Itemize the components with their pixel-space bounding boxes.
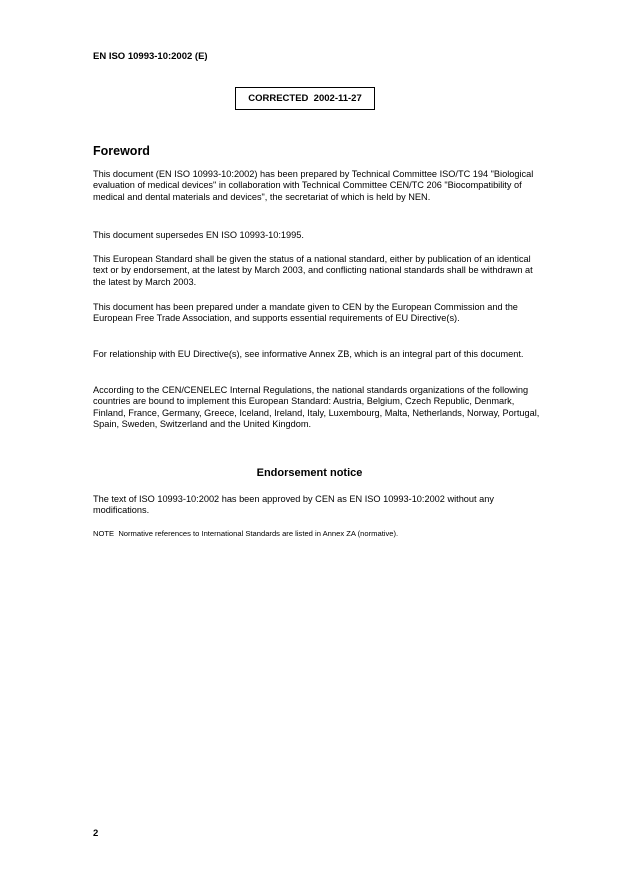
endorsement-heading: Endorsement notice [256,467,363,479]
foreword-heading: Foreword [93,144,150,158]
corrected-stamp [235,87,375,110]
foreword-paragraph-5: For relationship with EU Directive(s), see informative Annex ZB, which is an integral part of this document. [93,349,524,359]
endorsement-text: The text of ISO 10993-10:2002 has been approved by CEN as EN ISO 10993-10:2002 without any modifications. [93,494,494,516]
foreword-paragraph-3: This European Standard shall be given the status of a national standard, either by publication of an identical text or by endorsement, at the latest by March 2003, and conflicting national standards shall be withdrawn at the latest by March 2003. [93,254,533,287]
foreword-paragraph-2: This document supersedes EN ISO 10993-10:1995. [93,230,304,240]
endorsement-note: NOTE Normative references to International Standards are listed in Annex ZA (normative). [93,529,399,538]
page-number: 2 [93,828,99,839]
document-header: EN ISO 10993-10:2002 (E) [93,51,208,62]
foreword-paragraph-6: According to the CEN/CENELEC Internal Regulations, the national standards organizations of the following countries are bound to implement this European Standard: Austria, Belgium, Czech Republic, Denmark, Finland, France, Germany, Greece, Iceland, Ireland, Italy, Luxembourg, Malta, Netherlands, Norway, Portugal, Spain, Sweden, Switzerland and the United Kingdom. [93,385,540,430]
corrected-stamp-text: CORRECTED 2002-11-27 [248,93,362,104]
foreword-paragraph-4: This document has been prepared under a mandate given to CEN by the European Commission and the European Free Trade Association, and supports essential requirements of EU Directive(s). [93,302,518,324]
foreword-paragraph-1: This document (EN ISO 10993-10:2002) has been prepared by Technical Committee ISO/TC 194 "Biological evaluation of medical devices" in collaboration with Technical Committee CEN/TC 206 "Biocompatibility of medical and dental materials and devices", the secretariat of which is held by NEN. [93,169,534,202]
